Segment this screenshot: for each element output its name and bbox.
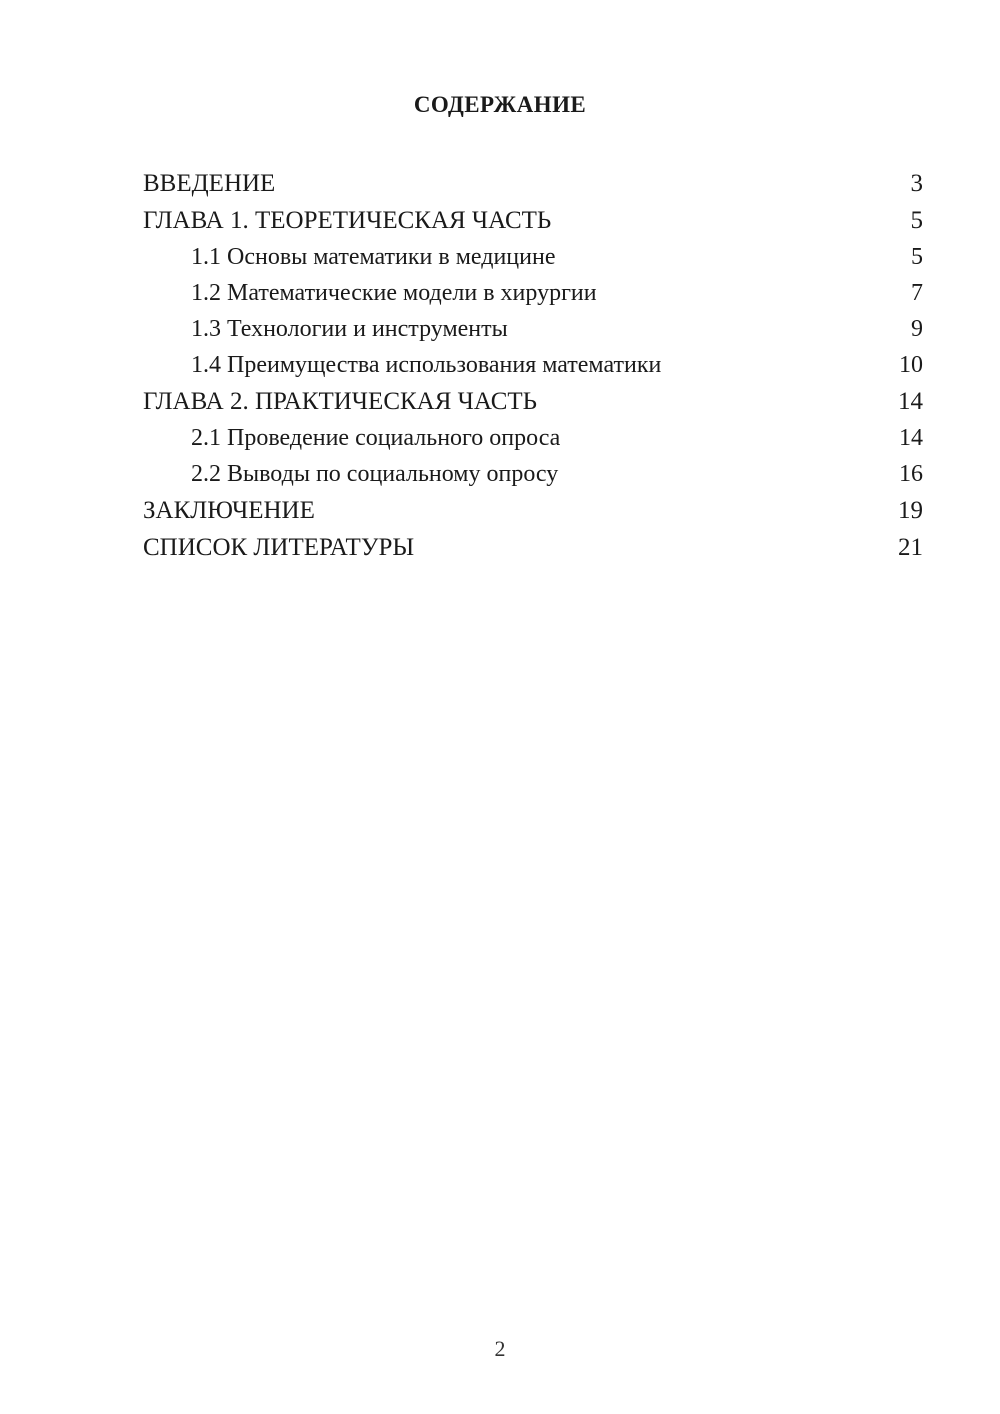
toc-entry-label: СПИСОК ЛИТЕРАТУРЫ (143, 534, 415, 561)
toc-entry[interactable] (143, 492, 923, 529)
toc-entry-label: ЗАКЛЮЧЕНИЕ (143, 497, 315, 524)
page-title: СОДЕРЖАНИЕ (413, 92, 587, 117)
toc-entry-page: 3 (910, 170, 923, 197)
toc-entry-page: 7 (911, 280, 923, 306)
toc-entry-page: 14 (898, 388, 923, 415)
toc-entry[interactable] (143, 383, 923, 420)
toc-entry-page: 10 (899, 352, 923, 378)
toc-entry[interactable] (143, 420, 923, 456)
toc-entry-page: 21 (898, 534, 923, 561)
toc-entry-label: 2.1 Проведение социального опроса (191, 425, 561, 451)
toc-entry-page: 14 (899, 425, 923, 451)
toc-entry[interactable] (143, 165, 923, 202)
toc-entry[interactable] (143, 239, 923, 275)
toc-entry[interactable] (143, 311, 923, 347)
toc-entry-label: 1.2 Математические модели в хирургии (191, 280, 597, 306)
toc-entry[interactable] (143, 275, 923, 311)
toc-entry-page: 16 (899, 461, 923, 487)
toc-entry[interactable] (143, 347, 923, 383)
toc-entry-page: 9 (911, 316, 923, 342)
toc-entry-label: 1.4 Преимущества использования математики (191, 352, 662, 378)
toc-entry-label: 2.2 Выводы по социальному опросу (191, 461, 559, 487)
table-of-contents (143, 165, 923, 566)
toc-entry[interactable] (143, 456, 923, 492)
toc-entry-label: ВВЕДЕНИЕ (143, 170, 276, 197)
toc-entry-label: 1.3 Технологии и инструменты (191, 316, 508, 342)
toc-entry-page: 19 (898, 497, 923, 524)
toc-entry-page: 5 (910, 207, 923, 234)
toc-entry[interactable] (143, 202, 923, 239)
toc-entry-page: 5 (911, 244, 923, 270)
toc-entry-label: ГЛАВА 1. ТЕОРЕТИЧЕСКАЯ ЧАСТЬ (143, 207, 552, 234)
toc-entry[interactable] (143, 529, 923, 566)
toc-entry-label: 1.1 Основы математики в медицине (191, 244, 556, 270)
footer-page-number: 2 (494, 1336, 506, 1361)
toc-entry-label: ГЛАВА 2. ПРАКТИЧЕСКАЯ ЧАСТЬ (143, 388, 538, 415)
